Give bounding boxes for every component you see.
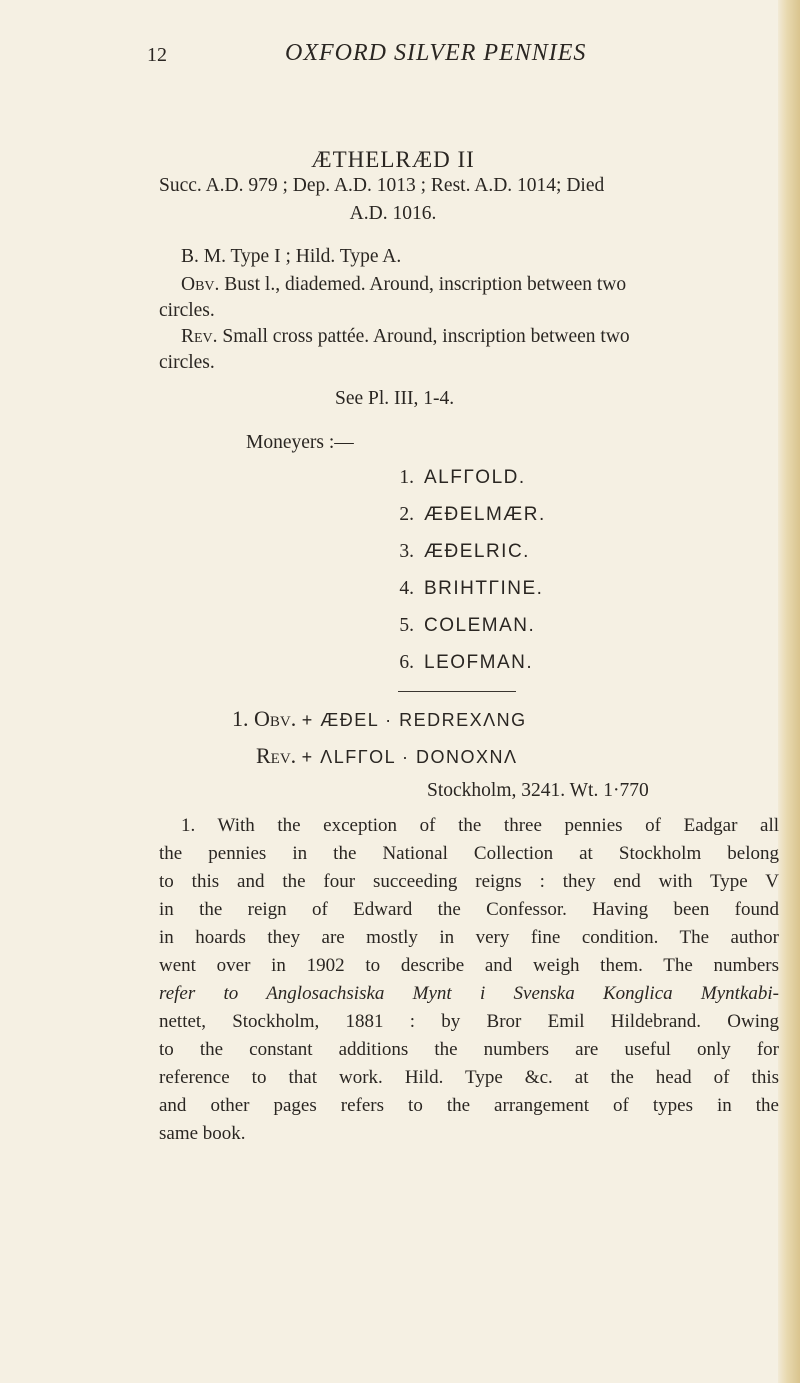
- page-number: 12: [147, 44, 167, 66]
- footnote-line: in the reign of Edward the Confessor. Having been found: [159, 899, 779, 920]
- footnote: [159, 812, 779, 1148]
- moneyer-number: 2.: [399, 504, 414, 525]
- moneyer-item: [376, 615, 546, 652]
- moneyer-item: [376, 467, 546, 504]
- footnote-line: in hoards they are mostly in very fine condition. The author: [159, 927, 779, 948]
- moneyer-name: LEOFMAN.: [424, 652, 534, 673]
- moneyers-heading: Moneyers :—: [246, 432, 354, 453]
- footnote-line: 1. With the exception of the three pennies of Eadgar all: [181, 815, 779, 836]
- moneyer-number: 1.: [399, 467, 414, 488]
- moneyer-name: ALFΓOLD.: [424, 467, 526, 488]
- footnote-line: to this and the four succeeding reigns : they end with Type V: [159, 871, 779, 892]
- section-title: ÆTHELRÆD II: [311, 147, 475, 172]
- reverse-text-continued: circles.: [159, 352, 215, 373]
- coin-obverse-inscription: + ÆÐEL · REDREXΛNG: [301, 710, 527, 730]
- footnote-line: and other pages refers to the arrangement of types in the: [159, 1095, 779, 1116]
- coin-number: 1.: [232, 706, 249, 731]
- reign-dates-line-1: Succ. A.D. 979 ; Dep. A.D. 1013 ; Rest. A.D. 1014; Died: [159, 175, 605, 196]
- reverse-description: [181, 324, 630, 350]
- footnote-line: refer to Anglosachsiska Mynt i Svenska Konglica Myntkabi-: [159, 983, 779, 1004]
- moneyer-number: 3.: [399, 541, 414, 562]
- coin-provenance: Stockholm, 3241. Wt. 1·770: [427, 780, 649, 801]
- footnote-line: the pennies in the National Collection at Stockholm belong: [159, 843, 779, 864]
- footnote-line: reference to that work. Hild. Type &c. at the head of this: [159, 1067, 779, 1088]
- coin-obverse-label: Obv.: [254, 706, 297, 731]
- moneyer-name: COLEMAN.: [424, 615, 536, 636]
- section-divider: [398, 691, 516, 692]
- obverse-text-continued: circles.: [159, 300, 215, 321]
- coin-reverse-label: Rev.: [256, 743, 297, 768]
- coin-reverse-line: [256, 743, 518, 770]
- footnote-line: went over in 1902 to describe and weigh them. The numbers: [159, 955, 779, 976]
- footnote-line: nettet, Stockholm, 1881 : by Bror Emil Hildebrand. Owing: [159, 1011, 779, 1032]
- moneyer-number: 4.: [399, 578, 414, 599]
- running-header: [0, 40, 800, 84]
- moneyer-name: ÆÐELRIC.: [424, 541, 530, 562]
- reverse-label: Rev.: [181, 326, 218, 347]
- moneyer-item: [376, 578, 546, 615]
- moneyer-name: BRIHTΓINE.: [424, 578, 544, 599]
- running-title: OXFORD SILVER PENNIES: [285, 40, 587, 66]
- reverse-text: Small cross pattée. Around, inscription between two: [222, 326, 630, 347]
- coin-obverse-line: [232, 706, 527, 733]
- moneyer-item: [376, 541, 546, 578]
- footnote-line: to the constant additions the numbers are useful only for: [159, 1039, 779, 1060]
- moneyers-list: [376, 467, 546, 689]
- obverse-description: [181, 272, 626, 298]
- moneyer-item: [376, 652, 546, 689]
- obverse-label: Obv.: [181, 274, 220, 295]
- footnote-line: same book.: [159, 1123, 246, 1144]
- see-plate-reference: See Pl. III, 1-4.: [335, 388, 455, 409]
- reign-dates-line-2: A.D. 1016.: [349, 203, 437, 224]
- type-references: B. M. Type I ; Hild. Type A.: [181, 246, 402, 267]
- moneyer-number: 6.: [399, 652, 414, 673]
- moneyer-item: [376, 504, 546, 541]
- coin-reverse-inscription: + ΛLFΓOL · DONOXNΛ: [301, 747, 518, 767]
- obverse-text: Bust l., diademed. Around, inscription between two: [224, 274, 627, 295]
- moneyer-name: ÆÐELMÆR.: [424, 504, 546, 525]
- moneyer-number: 5.: [399, 615, 414, 636]
